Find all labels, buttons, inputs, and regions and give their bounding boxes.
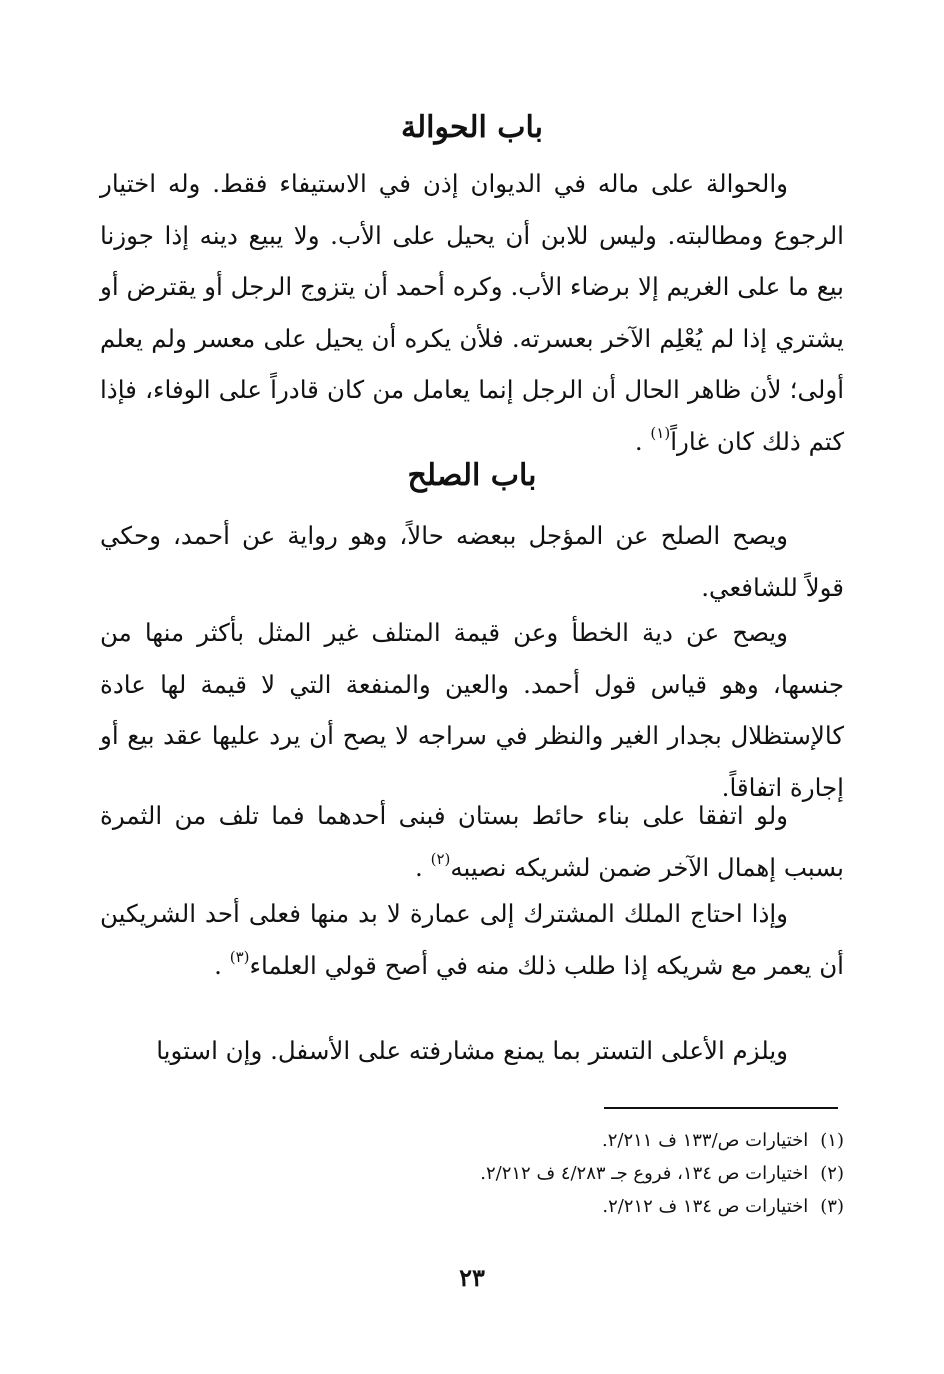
footnote-ref-2: (٢) xyxy=(430,849,451,868)
page-number: ٢٣ xyxy=(459,1263,485,1292)
paragraph-sulh-5 xyxy=(100,1025,844,1077)
footnote-item xyxy=(100,1190,844,1223)
footnote-ref-3: (٣) xyxy=(229,947,250,966)
footnote-number: (٢) xyxy=(820,1163,844,1184)
paragraph-hawala xyxy=(100,158,844,467)
footnote-item xyxy=(100,1124,844,1157)
paragraph-sulh-1 xyxy=(100,510,844,613)
footnote-item xyxy=(100,1157,844,1190)
footnote-number: (٣) xyxy=(820,1196,844,1217)
section-title-sulh: باب الصلح xyxy=(407,458,537,493)
footnote-divider xyxy=(604,1107,838,1109)
paragraph-end: . xyxy=(634,426,651,456)
paragraph-text: والحوالة على ماله في الديوان إذن في الاستيفاء فقط. وله اختيار الرجوع ومطالبته. وليس للابن أن يحيل على الأب. ولا يبيع دينه إذا جوزنا بيع ما على الغريم إلا برضاء الأب. وكره أحمد أن يتزوج الرجل أو يقترض أو يشتري إذا لم يُعْلِم الآخر بعسرته. فلأن يكره أن يحيل على معسر ولم يعلم أولى؛ لأن ظاهر الحال أن الرجل إنما يعامل من كان قادراً على الوفاء، فإذا كتم ذلك كان غاراً xyxy=(100,169,844,456)
footnote-text: اختيارات ص ١٣٤ ف ٢/٢١٢. xyxy=(602,1196,809,1217)
paragraph-text: ويصح الصلح عن المؤجل ببعضه حالاً، وهو رواية عن أحمد، وحكي قولاً للشافعي. xyxy=(100,521,844,602)
paragraph-sulh-2 xyxy=(100,607,844,813)
paragraph-text: وإذا احتاج الملك المشترك إلى عمارة لا بد منها فعلى أحد الشريكين أن يعمر مع شريكه إذا طلب ذلك منه في أصح قولي العلماء xyxy=(100,899,844,980)
paragraph-text: ولو اتفقا على بناء حائط بستان فبنى أحدهما فما تلف من الثمرة بسبب إهمال الآخر ضمن لشريكه نصيبه xyxy=(100,801,844,882)
section-title-hawala: باب الحوالة xyxy=(400,110,544,145)
paragraph-text: ويصح عن دية الخطأ وعن قيمة المتلف غير المثل بأكثر منها من جنسها، وهو قياس قول أحمد. والعين والمنفعة التي لا قيمة لها عادة كالإستظلال بجدار الغير والنظر في سراجه لا يصح أن يرد عليها عقد بيع أو إجارة اتفاقاً. xyxy=(100,618,844,802)
paragraph-end: . xyxy=(415,852,431,882)
footnote-text: اختيارات ص ١٣٤، فروع جـ ٤/٢٨٣ ف ٢/٢١٢. xyxy=(480,1163,809,1184)
paragraph-sulh-3 xyxy=(100,790,844,893)
footnotes-list xyxy=(100,1124,844,1223)
paragraph-end: . xyxy=(214,950,230,980)
footnote-text: اختيارات ص/١٣٣ ف ٢/٢١١. xyxy=(601,1130,809,1151)
footnote-ref-1: (١) xyxy=(650,423,671,442)
paragraph-text: ويلزم الأعلى التستر بما يمنع مشارفته على الأسفل. وإن استويا xyxy=(156,1036,788,1065)
footnote-number: (١) xyxy=(820,1130,844,1151)
paragraph-sulh-4 xyxy=(100,888,844,991)
